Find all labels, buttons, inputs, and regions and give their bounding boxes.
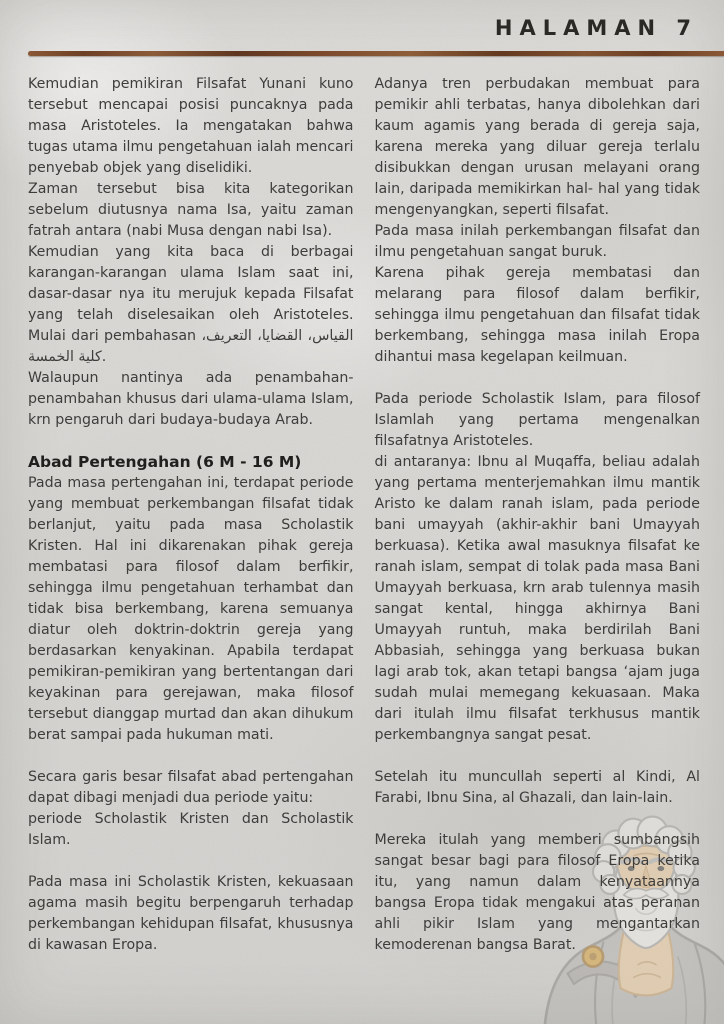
paragraph: Kemudian pemikiran Filsafat Yunani kuno tersebut mencapai posisi puncaknya pada masa Aristoteles. Ia mengatakan bahwa tugas utama ilmu pengetahuan ialah mencari penyebab objek yang diselidiki. bbox=[28, 76, 354, 176]
paragraph: Karena pihak gereja membatasi dan melarang para filosof dalam berfikir, sehingga ilmu pengetahuan dan filsafat tidak berkembang, sehingga masa inilah Eropa dihantui masa kegelapan keilmuan. bbox=[374, 265, 700, 365]
section-heading: Abad Pertengahan (6 M - 16 M) bbox=[28, 453, 302, 471]
paragraph: Pada periode Scholastik Islam, para filosof Islamlah yang pertama mengenalkan filsafatnya Aristoteles. bbox=[374, 391, 700, 449]
paragraph: Setelah itu muncullah seperti al Kindi, Al Farabi, Ibnu Sina, al Ghazali, dan lain-lain. bbox=[374, 769, 700, 806]
paragraph: di antaranya: Ibnu al Muqaffa, beliau adalah yang pertama menterjemahkan ilmu mantik Aristo ke dalam ranah islam, pada periode bani umayyah (akhir-akhir bani Umayyah berkuasa). Ketika awal masuknya filsafat ke ranah islam, sempat di tolak pada masa Bani Umayyah berkuasa, krn arab tulennya masih sangat kental, hingga akhirnya Bani Umayyah runtuh, maka berdirilah Bani Abbasiah, sehingga yang berkuasa bukan lagi arab tok, akan tetapi bangsa ‘ajam juga sudah mulai memegang kekuasaan. Maka dari itulah ilmu filsafat terkhusus mantik perkembangnya sangat pesat. bbox=[374, 454, 700, 743]
rust-divider-line bbox=[28, 51, 724, 56]
paragraph: Mereka itulah yang memberi sumbangsih sangat besar bagi para filosof Eropa ketika itu, yang namun dalam kenyataannya bangsa Eropa tidak mengakui atas peranan ahli pikir Islam yang mengantarkan kemoderenan bangsa Barat. bbox=[374, 832, 700, 953]
paragraph: Adanya tren perbudakan membuat para pemikir ahli terbatas, hanya dibolehkan dari kaum agamis yang berada di gereja saja, karena mereka yang diluar gereja terlalu disibukkan dengan urusan melayani orang lain, daripada memikirkan hal- hal yang tidak mengenyangkan, seperti filsafat. bbox=[374, 76, 700, 218]
paragraph: Pada masa ini Scholastik Kristen, kekuasaan agama masih begitu berpengaruh terhadap perkembangan kehidupan filsafat, khususnya di kawasan Eropa. bbox=[28, 874, 354, 953]
paragraph: Pada masa inilah perkembangan filsafat dan ilmu pengetahuan sangat buruk. bbox=[374, 223, 700, 260]
paragraph: Pada masa pertengahan ini, terdapat periode yang membuat perkembangan filsafat tidak berlanjut, yaitu pada masa Scholastik Kristen. Hal ini dikarenakan pihak gereja membatasi para filosof dalam berfikir, sehingga ilmu pengetahuan terhambat dan tidak bisa berkembang, karena semuanya diatur oleh doktrin-doktrin gereja yang berdasarkan kenyakinan. Apabila terdapat pemikiran-pemikiran yang bertentangan dari keyakinan para gerejawan, maka filosof tersebut dianggap murtad dan akan dihukum berat sampai pada hukuman mati. bbox=[28, 475, 354, 743]
right-column bbox=[375, 74, 701, 956]
paragraph: Walaupun nantinya ada penambahan-penambahan khusus dari ulama-ulama Islam, krn pengaruh dari budaya-budaya Arab. bbox=[28, 370, 354, 428]
paragraph: periode Scholastik Kristen dan Scholastik Islam. bbox=[28, 811, 354, 848]
left-column bbox=[28, 74, 354, 956]
paragraph: Kemudian yang kita baca di berbagai karangan-karangan ulama Islam saat ini, dasar-dasar nya itu merujuk kepada Filsafat yang telah diselesaikan oleh Aristoteles. Mulai dari pembahasan القياس، القضايا، التعريف، كلية الخمسة. bbox=[28, 244, 354, 365]
page-number-label: HALAMAN 7 bbox=[494, 16, 698, 40]
paragraph: Zaman tersebut bisa kita kategorikan sebelum diutusnya nama Isa, yaitu zaman fatrah antara (nabi Musa dengan nabi Isa). bbox=[28, 181, 354, 239]
paragraph: Secara garis besar filsafat abad pertengahan dapat dibagi menjadi dua periode yaitu: bbox=[28, 769, 354, 806]
body-text bbox=[28, 74, 700, 956]
